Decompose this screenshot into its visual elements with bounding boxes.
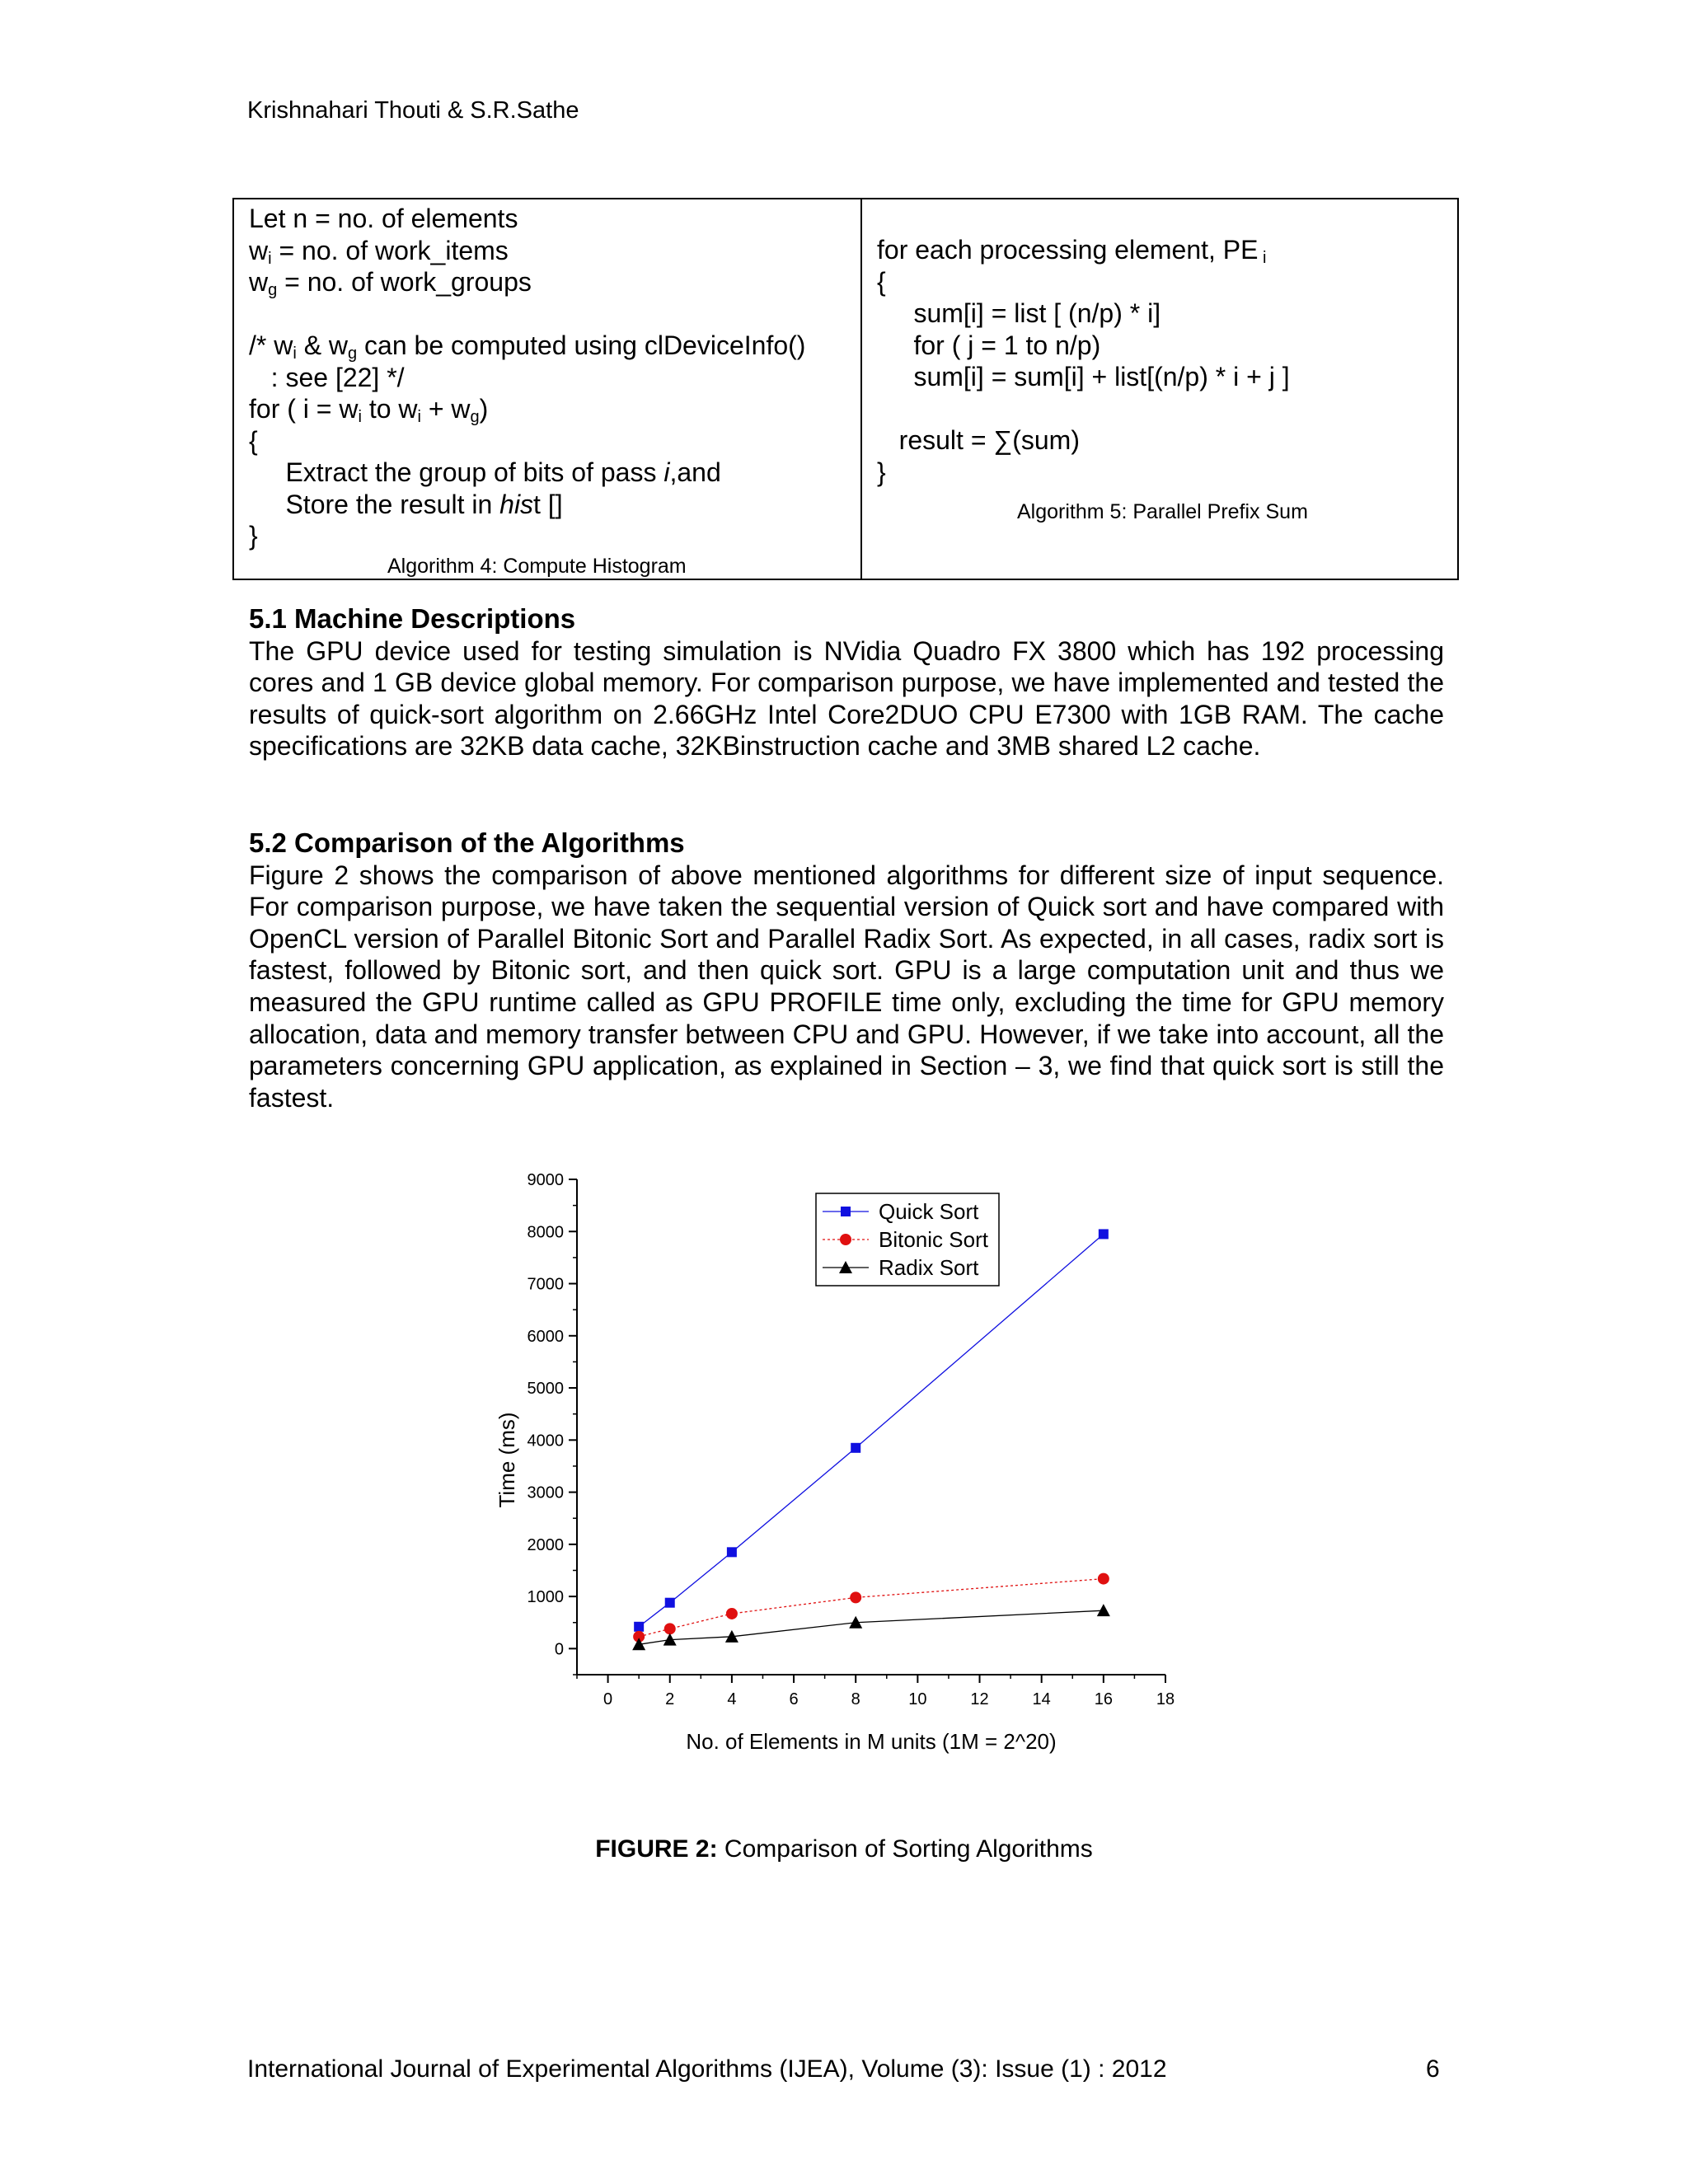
x-tick-label: 6 [789,1690,799,1708]
data-point [1099,1229,1109,1239]
algorithm-4-line: for ( $i = w_i$ to $w_i + w_g$) [249,394,489,426]
x-tick-label: 2 [665,1690,675,1708]
legend-marker [840,1234,851,1245]
algorithm-5-line: } [877,457,886,487]
y-tick-label: 2000 [527,1535,564,1554]
algorithm-4-line: $w_i$ = no. of work_items [249,235,509,268]
algorithm-5-line: result = ∑(sum) [877,425,1080,455]
section-body: The GPU device used for testing simulation is NVidia Quadro FX 3800 which has 192 processing cores and 1 GB device global memory. For comparison purpose, we have implemented and tested the results of quick-sort algorithm on 2.66GHz Intel Core2DUO CPU E7300 with 1GB RAM. The cache specifications are 32KB data cache, 32KBinstruction cache and 3MB shared L2 cache. [249,635,1444,762]
y-tick-label: 7000 [527,1275,564,1294]
x-tick-label: 16 [1094,1690,1113,1708]
algorithm-5-line: for ( j = 1 to n/p) [877,330,1101,360]
algorithm-5-line: sum[i] = list [ (n/p) * i] [877,298,1161,328]
algorithm-4-line: $w_g$ = no. of work_groups [249,267,532,299]
y-tick-label: 9000 [527,1171,564,1189]
y-tick-label: 8000 [527,1223,564,1242]
algorithm-5-line: { [877,266,886,297]
y-tick-label: 1000 [527,1588,564,1607]
data-point [664,1623,676,1634]
algorithm-4-line: Store the result in hist [] [249,489,563,519]
data-point [851,1443,860,1453]
legend-label: Bitonic Sort [879,1227,988,1252]
y-tick-label: 3000 [527,1483,564,1502]
section-heading: 5.1 Machine Descriptions [249,603,576,634]
x-tick-label: 4 [727,1690,737,1708]
figure-caption [0,1835,1688,1863]
series-line-2 [639,1610,1104,1644]
data-point [726,1608,738,1619]
x-tick-label: 12 [970,1690,989,1708]
data-point [727,1547,737,1557]
algorithm-4-line: /* $w_i$ & $w_g$ can be computed using clDeviceInfo() [249,330,806,363]
algorithm-4-line: : see [22] */ [249,362,405,392]
legend-label: Radix Sort [879,1255,979,1280]
page-number: 6 [1426,2055,1440,2083]
data-point [850,1591,861,1603]
footer-journal: International Journal of Experimental Algorithms (IJEA), Volume (3): Issue (1) : 2012 [247,2055,1167,2083]
legend-marker [841,1207,851,1216]
figure-label: FIGURE 2: [595,1835,718,1863]
section-body: Figure 2 shows the comparison of above mentioned algorithms for different size of input sequence. For comparison purpose, we have taken the sequential version of Quick sort and have compared with OpenCL version of Parallel Bitonic Sort and Parallel Radix Sort. As expected, in all cases, radix sort is fastest, followed by Bitonic sort, and then quick sort. GPU is a large computation unit and thus we measured the GPU runtime called as GPU PROFILE time only, excluding the time for GPU memory allocation, data and memory transfer between CPU and GPU. However, if we take into account, all the parameters concerning GPU application, as explained in Section – 3, we find that quick sort is still the fastest. [249,860,1444,1113]
x-tick-label: 0 [603,1690,613,1708]
x-tick-label: 8 [851,1690,860,1708]
legend-label: Quick Sort [879,1199,979,1224]
y-axis-label: Time (ms) [495,1412,519,1508]
y-tick-label: 4000 [527,1432,564,1451]
data-point [634,1622,644,1632]
algorithm-5-line: for each processing element, PE $_i$ [877,235,1267,267]
x-tick-label: 18 [1156,1690,1175,1708]
section-heading: 5.2 Comparison of the Algorithms [249,827,685,858]
series-line-0 [639,1234,1104,1626]
x-axis-label: No. of Elements in M units (1M = 2^20) [686,1729,1057,1754]
data-point [665,1598,675,1608]
algorithm-4-caption: Algorithm 4: Compute Histogram [387,554,687,578]
series-line-1 [639,1579,1104,1637]
algorithm-4-line: Let n = no. of elements [249,204,518,233]
algorithm-5-line: sum[i] = sum[i] + list[(n/p) * i + j ] [877,362,1290,391]
data-point [1097,1604,1110,1616]
algorithm-5-caption: Algorithm 5: Parallel Prefix Sum [1017,500,1308,523]
figure-caption-text: Comparison of Sorting Algorithms [717,1835,1093,1863]
data-point [1098,1573,1109,1585]
y-tick-label: 6000 [527,1327,564,1346]
x-tick-label: 10 [908,1690,927,1708]
running-header: Krishnahari Thouti & S.R.Sathe [247,97,579,124]
algorithm-4-line: Extract the group of bits of pass i,and [249,457,721,487]
y-tick-label: 5000 [527,1380,564,1399]
x-tick-label: 14 [1032,1690,1051,1708]
y-tick-label: 0 [554,1640,564,1659]
algorithm-4-line: { [249,425,258,456]
algorithm-4-line: } [249,521,258,551]
